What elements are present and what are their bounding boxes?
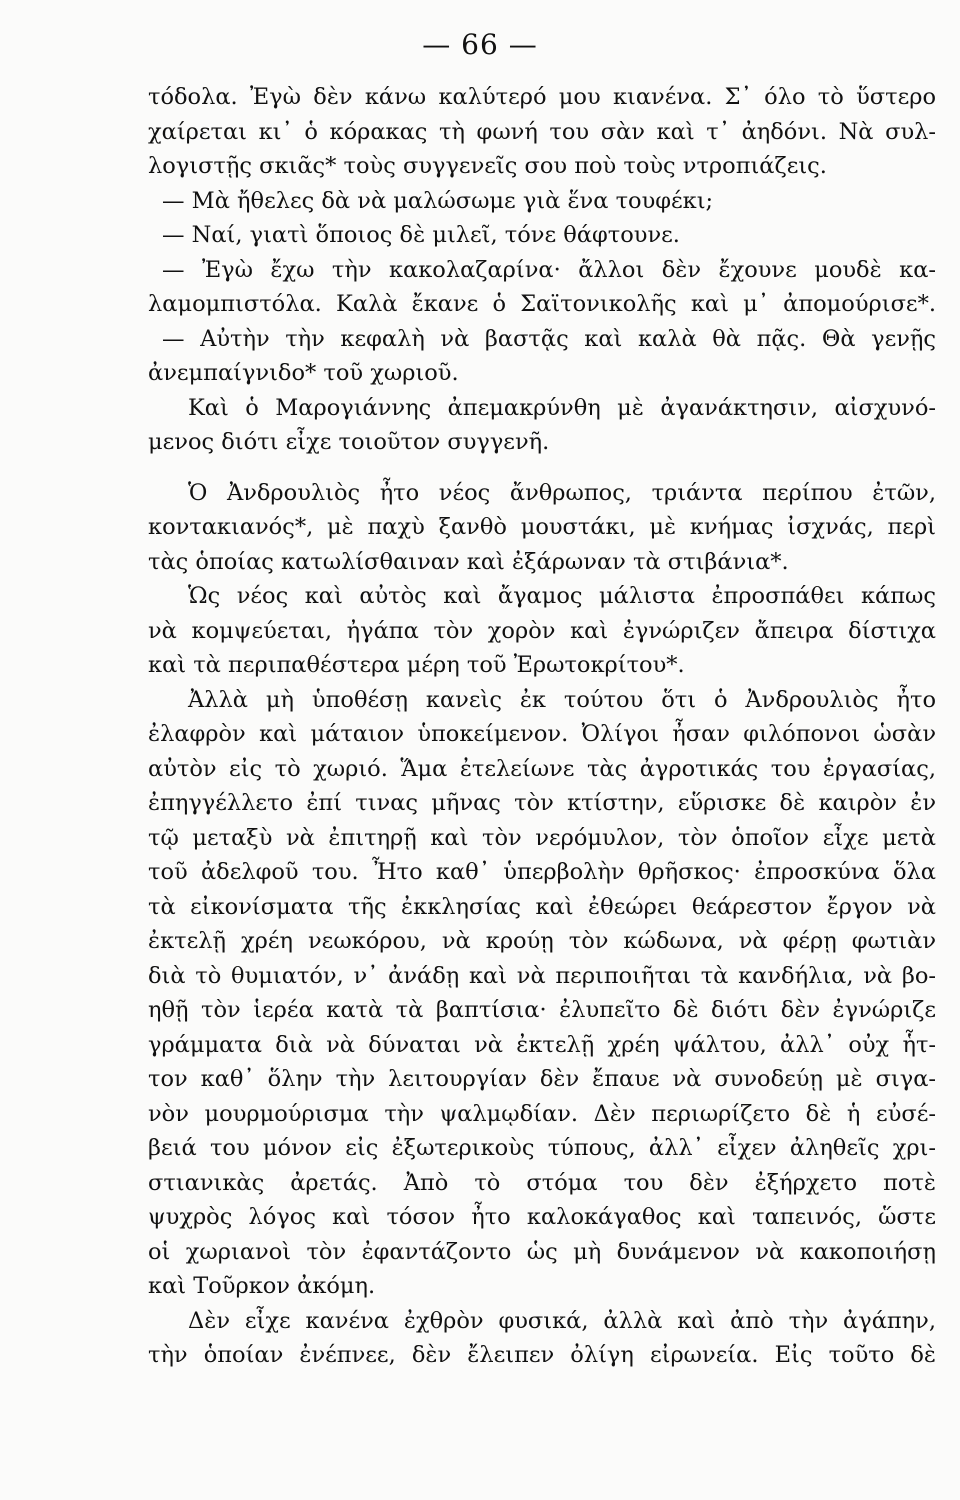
text-line: τον καθ᾽ ὅλην τὴν λειτουργίαν δὲν ἔπαυε νὰ συνοδεύῃ μὲ σιγα-: [148, 1066, 936, 1092]
text-line: — Αὐτὴν τὴν κεφαλὴ νὰ βαστᾷς καὶ καλὰ θὰ πᾷς. Θὰ γενῇς: [162, 325, 936, 352]
text-line: οἱ χωριανοὶ τὸν ἐφαντάζοντο ὡς μὴ δυνάμενον νὰ κακοποιήσῃ: [148, 1238, 936, 1265]
text-line: τόδολα. Ἐγὼ δὲν κάνω καλύτερό μου κιανένα. Σ᾽ όλο τὸ ὕστερο: [148, 84, 936, 110]
text-line: στιανικὰς ἀρετάς. Ἀπὸ τὸ στόμα του δὲν ἐξήρχετο ποτὲ: [148, 1169, 936, 1196]
text-line: ἐλαφρὸν καὶ μάταιον ὑποκείμενον. Ὀλίγοι ἦσαν φιλόπονοι ὡσὰν: [148, 721, 936, 747]
text-line: βειά του μόνον εἰς ἐξωτερικοὺς τύπους, ἀλλ᾽ εἶχεν ἀληθεῖς χρι-: [148, 1135, 936, 1161]
text-line: καὶ τὰ περιπαθέστερα μέρη τοῦ Ἐρωτοκρίτου*.: [148, 652, 685, 678]
text-line: ἐπηγγέλλετο ἐπί τινας μῆνας τὸν κτίστην, εὕρισκε δὲ καιρὸν ἐν: [148, 790, 936, 816]
text-line: Ὡς νέος καὶ αὐτὸς καὶ ἄγαμος μάλιστα ἐπροσπάθει κάπως: [188, 583, 936, 609]
text-line: χαίρεται κι᾽ ὁ κόρακας τὴ φωνή του σὰν καὶ τ᾽ ἀηδόνι. Νὰ συλ-: [148, 118, 936, 145]
text-line: Ὁ Ἀνδρουλιὸς ἦτο νέος ἄνθρωπος, τριάντα περίπου ἐτῶν,: [188, 479, 936, 506]
body-text: [148, 80, 936, 1373]
text-line: τὴν ὁποίαν ἐνέπνεε, δὲν ἔλειπεν ὀλίγη εἰρωνεία. Εἰς τοῦτο δὲ: [148, 1342, 936, 1368]
text-line: διὰ τὸ θυμιατόν, ν᾽ ἀνάδῃ καὶ νὰ περιποιῆται τὰ κανδήλια, νὰ βο-: [148, 962, 936, 989]
text-line: κοντακιανός*, μὲ παχὺ ξανθὸ μουστάκι, μὲ κνήμας ἰσχνάς, περὶ: [148, 514, 936, 540]
text-line: ἐκτελῇ χρέη νεωκόρου, νὰ κρούῃ τὸν κώδωνα, νὰ φέρῃ φωτιὰν: [148, 928, 936, 954]
text-line: ψυχρὸς λόγος καὶ τόσον ἦτο καλοκάγαθος καὶ ταπεινός, ὥστε: [148, 1204, 936, 1230]
text-line: ἀνεμπαίγνιδο* τοῦ χωριοῦ.: [148, 360, 459, 386]
text-line: λαμομπιστόλα. Καλὰ ἔκανε ὁ Σαϊτονικολῆς καὶ μ᾽ ἀπομούρισε*.: [148, 291, 936, 317]
page-number: — 66 —: [422, 28, 538, 61]
text-line: Ἀλλὰ μὴ ὑποθέσῃ κανεὶς ἐκ τούτου ὅτι ὁ Ἀνδρουλιὸς ἦτο: [188, 686, 936, 713]
text-line: νὸν μουρμούρισμα τὴν ψαλμῳδίαν. Δὲν περιωρίζετο δὲ ἡ εὐσέ-: [148, 1100, 936, 1127]
text-line: καὶ Τοῦρκον ἀκόμη.: [148, 1273, 376, 1299]
text-line: τῷ μεταξὺ νὰ ἐπιτηρῇ καὶ τὸν νερόμυλον, τὸν ὁποῖον εἶχε μετὰ: [148, 824, 936, 851]
text-line: ηθῇ τὸν ἱερέα κατὰ τὰ βαπτίσια· ἐλυπεῖτο δὲ διότι δὲν ἐγνώριζε: [148, 997, 936, 1023]
text-line: τοῦ ἀδελφοῦ του. Ἦτο καθ᾽ ὑπερβολὴν θρῆσκος· ἐπροσκύνα ὅλα: [148, 859, 936, 885]
text-line: νὰ κομψεύεται, ἠγάπα τὸν χορὸν καὶ ἐγνώριζεν ἄπειρα δίστιχα: [148, 617, 936, 644]
text-line: — Μὰ ἤθελες δὰ νὰ μαλώσωμε γιὰ ἕνα τουφέκι;: [162, 187, 714, 214]
text-line: αὐτὸν εἰς τὸ χωριό. Ἅμα ἐτελείωνε τὰς ἀγροτικάς του ἐργασίας,: [148, 755, 936, 782]
text-line: λογιστῇς σκιᾶς* τοὺς συγγενεῖς σου ποὺ τοὺς ντροπιάζεις.: [148, 153, 827, 179]
text-line: γράμματα διὰ νὰ δύναται νὰ ἐκτελῇ χρέη ψάλτου, ἀλλ᾽ οὐχ ἧτ-: [148, 1031, 936, 1058]
text-line: μενος διότι εἶχε τοιοῦτον συγγενῆ.: [148, 429, 550, 455]
text-line: Καὶ ὁ Μαρογιάννης ἀπεμακρύνθη μὲ ἀγανάκτησιν, αἰσχυνό-: [188, 394, 936, 421]
text-line: — Ἐγὼ ἔχω τὴν κακολαζαρίνα· ἄλλοι δὲν ἔχουνε μουδὲ κα-: [162, 256, 936, 283]
text-line: τὰ εἰκονίσματα τῆς ἐκκλησίας καὶ ἐθεώρει θεάρεστον ἔργον νὰ: [148, 893, 936, 920]
text-line: — Ναί, γιατὶ ὅποιος δὲ μιλεῖ, τόνε θάφτουνε.: [162, 222, 680, 248]
text-line: τὰς ὁποίας κατωλίσθαιναν καὶ ἐξάρωναν τὰ στιβάνια*.: [148, 548, 789, 575]
text-line: Δὲν εἶχε κανένα ἐχθρὸν φυσικά, ἀλλὰ καὶ ἀπὸ τὴν ἀγάπην,: [188, 1307, 936, 1334]
